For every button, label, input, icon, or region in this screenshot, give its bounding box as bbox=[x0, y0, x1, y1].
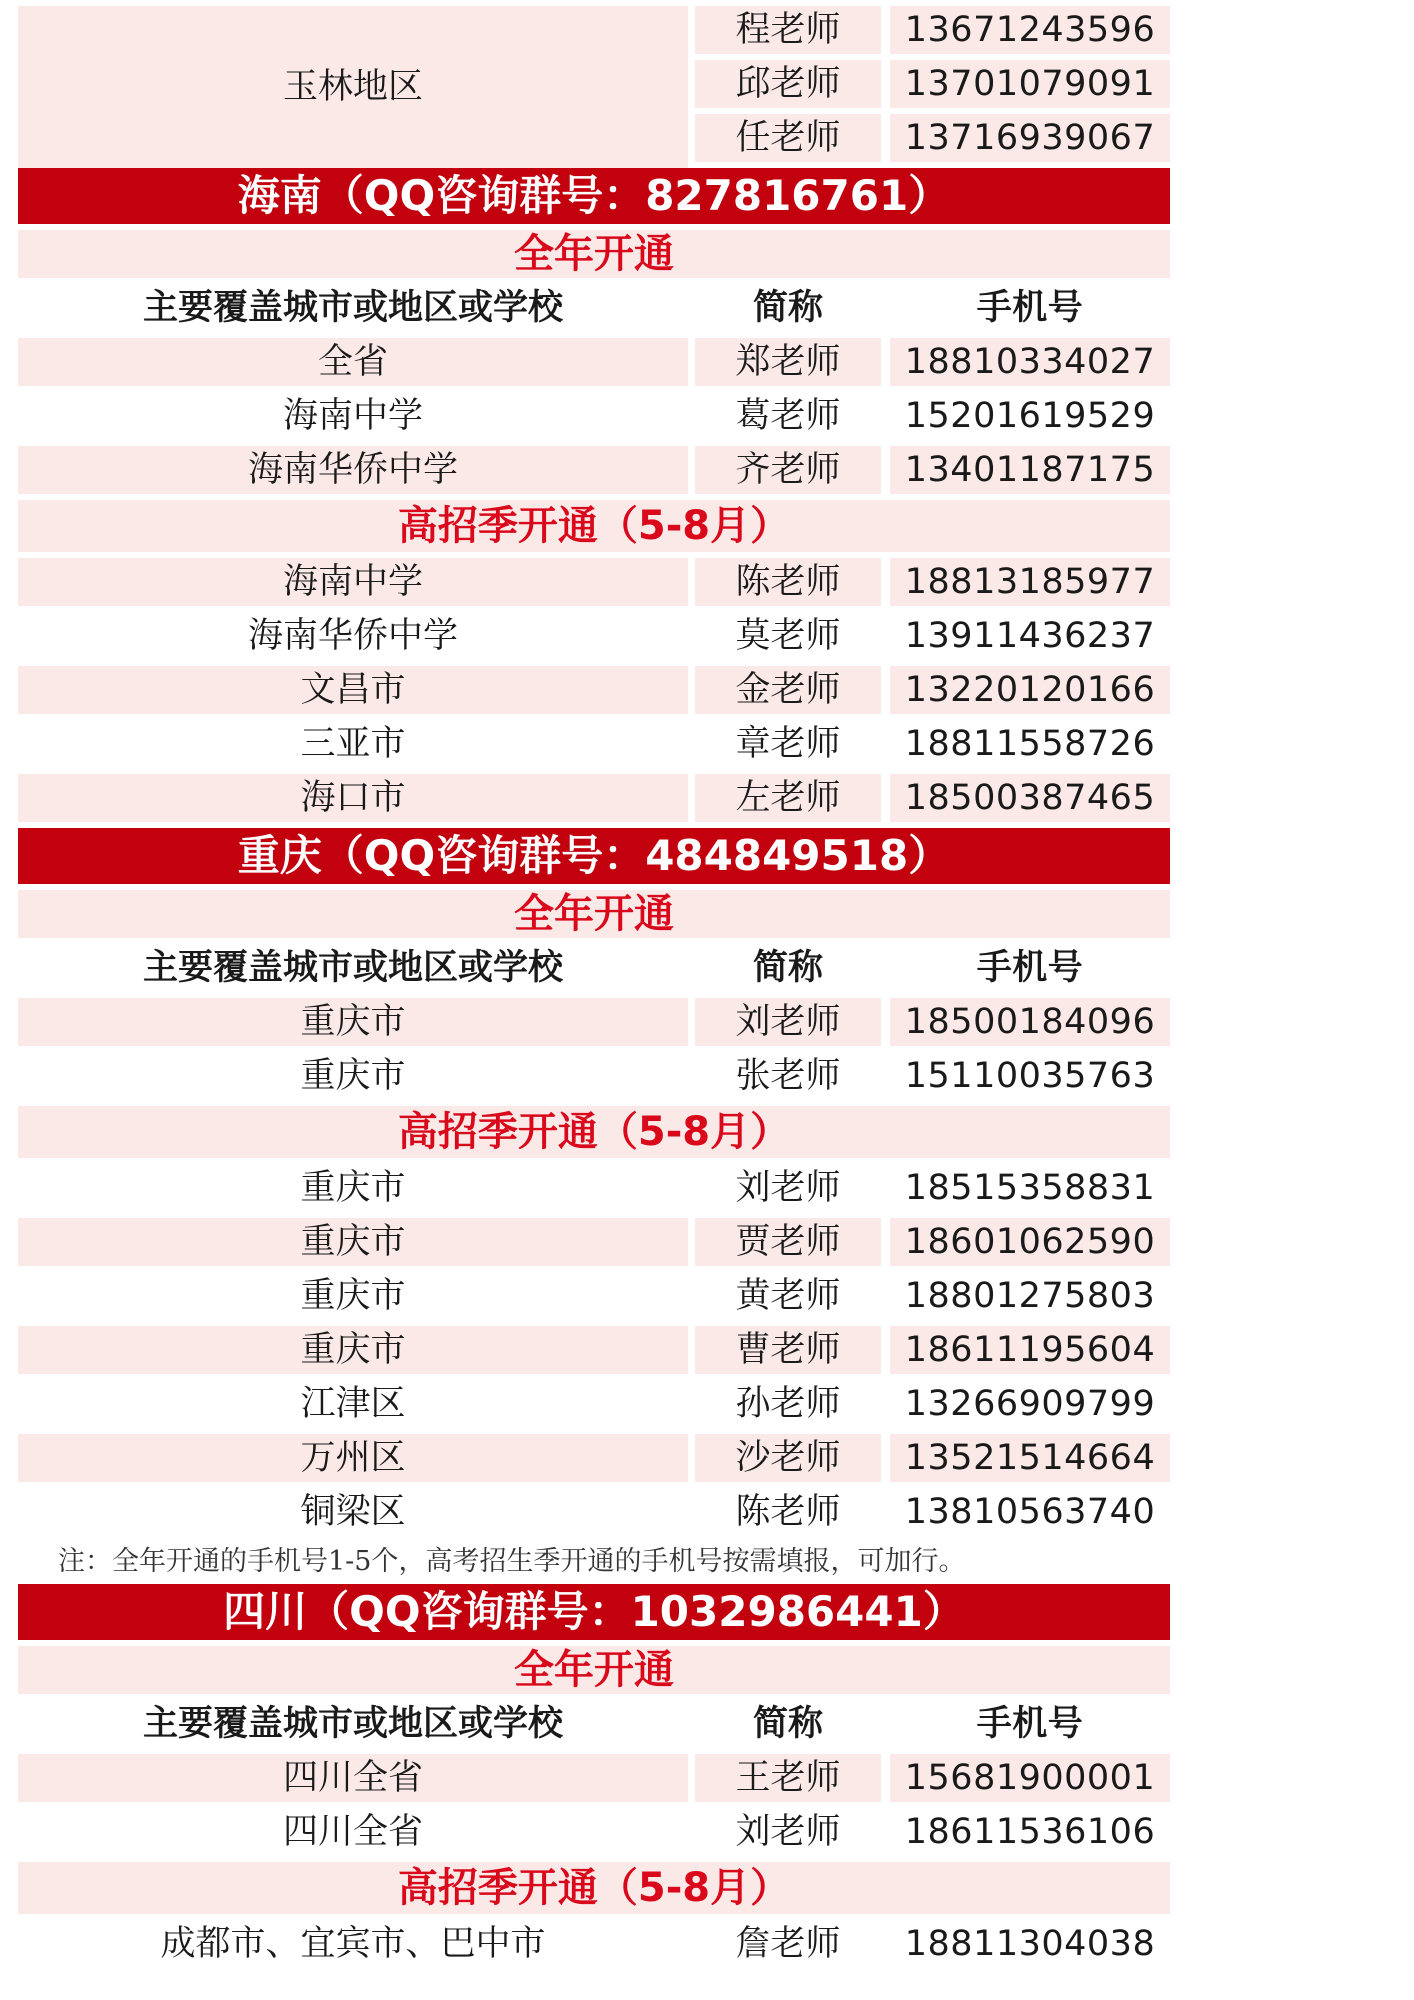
phone-number: 13401187175 bbox=[890, 446, 1170, 494]
table-header bbox=[18, 944, 1170, 998]
full-year-title: 全年开通 bbox=[18, 890, 1170, 938]
table-row bbox=[18, 1488, 1170, 1542]
area-cell: 海南华侨中学 bbox=[18, 446, 688, 494]
yulin-region-block bbox=[18, 6, 1170, 168]
teacher-name: 沙老师 bbox=[695, 1434, 881, 1482]
area-cell: 四川全省 bbox=[18, 1754, 688, 1802]
area-cell: 重庆市 bbox=[18, 998, 688, 1046]
region-cell: 玉林地区 bbox=[18, 6, 688, 168]
table-row bbox=[18, 446, 1170, 500]
teacher-name: 贾老师 bbox=[695, 1218, 881, 1266]
phone-number: 18515358831 bbox=[904, 1168, 1156, 1208]
contact-document bbox=[18, 6, 1170, 1974]
province-banner-sichuan: 四川（QQ咨询群号：1032986441） bbox=[18, 1584, 1170, 1640]
area-cell: 成都市、宜宾市、巴中市 bbox=[160, 1924, 546, 1964]
season-title: 高招季开通（5-8月） bbox=[18, 1106, 1170, 1158]
teacher-name: 任老师 bbox=[695, 114, 881, 162]
table-row bbox=[18, 1326, 1170, 1380]
area-cell: 重庆市 bbox=[300, 1276, 406, 1316]
teacher-name: 孙老师 bbox=[735, 1384, 841, 1424]
teacher-name: 张老师 bbox=[735, 1056, 841, 1096]
area-cell: 重庆市 bbox=[300, 1056, 406, 1096]
teacher-name: 郑老师 bbox=[695, 338, 881, 386]
teacher-name: 刘老师 bbox=[695, 998, 881, 1046]
header-short: 简称 bbox=[752, 288, 823, 328]
teacher-name: 刘老师 bbox=[735, 1168, 841, 1208]
area-cell: 铜梁区 bbox=[300, 1492, 406, 1532]
teacher-name: 莫老师 bbox=[735, 616, 841, 656]
teacher-name: 王老师 bbox=[695, 1754, 881, 1802]
phone-number: 13521514664 bbox=[890, 1434, 1170, 1482]
header-short: 简称 bbox=[752, 948, 823, 988]
teacher-name: 章老师 bbox=[735, 724, 841, 764]
season-title: 高招季开通（5-8月） bbox=[18, 500, 1170, 552]
phone-number: 18500184096 bbox=[890, 998, 1170, 1046]
table-row bbox=[18, 558, 1170, 612]
table-row bbox=[18, 612, 1170, 666]
area-cell: 文昌市 bbox=[18, 666, 688, 714]
table-row bbox=[18, 1808, 1170, 1862]
teacher-name: 金老师 bbox=[695, 666, 881, 714]
phone-number: 15681900001 bbox=[890, 1754, 1170, 1802]
table-row bbox=[18, 114, 1170, 162]
teacher-name: 刘老师 bbox=[735, 1812, 841, 1852]
table-row bbox=[18, 392, 1170, 446]
area-cell: 重庆市 bbox=[300, 1168, 406, 1208]
table-header bbox=[18, 284, 1170, 338]
full-year-title: 全年开通 bbox=[18, 230, 1170, 278]
teacher-name: 程老师 bbox=[695, 6, 881, 54]
phone-number: 18611195604 bbox=[890, 1326, 1170, 1374]
table-row bbox=[18, 720, 1170, 774]
teacher-name: 曹老师 bbox=[695, 1326, 881, 1374]
phone-number: 18500387465 bbox=[890, 774, 1170, 822]
phone-number: 18811304038 bbox=[904, 1924, 1156, 1964]
area-cell: 重庆市 bbox=[18, 1218, 688, 1266]
province-banner-hainan: 海南（QQ咨询群号：827816761） bbox=[18, 168, 1170, 224]
phone-number: 13716939067 bbox=[890, 114, 1170, 162]
phone-number: 13810563740 bbox=[904, 1492, 1156, 1532]
phone-number: 15110035763 bbox=[904, 1056, 1156, 1096]
area-cell: 三亚市 bbox=[300, 724, 406, 764]
phone-number: 18601062590 bbox=[890, 1218, 1170, 1266]
table-row bbox=[18, 774, 1170, 828]
phone-number: 13220120166 bbox=[890, 666, 1170, 714]
table-row bbox=[18, 338, 1170, 392]
header-phone: 手机号 bbox=[976, 288, 1084, 328]
header-area: 主要覆盖城市或地区或学校 bbox=[142, 1704, 563, 1744]
province-banner-chongqing: 重庆（QQ咨询群号：484849518） bbox=[18, 828, 1170, 884]
teacher-name: 陈老师 bbox=[695, 558, 881, 606]
phone-number: 15201619529 bbox=[904, 396, 1156, 436]
teacher-name: 陈老师 bbox=[735, 1492, 841, 1532]
teacher-name: 邱老师 bbox=[695, 60, 881, 108]
full-year-title: 全年开通 bbox=[18, 1646, 1170, 1694]
table-row bbox=[18, 1754, 1170, 1808]
header-phone: 手机号 bbox=[976, 1704, 1084, 1744]
area-cell: 全省 bbox=[18, 338, 688, 386]
header-area: 主要覆盖城市或地区或学校 bbox=[142, 288, 563, 328]
table-row bbox=[18, 998, 1170, 1052]
phone-number: 13266909799 bbox=[904, 1384, 1156, 1424]
area-cell: 重庆市 bbox=[18, 1326, 688, 1374]
table-row bbox=[18, 1218, 1170, 1272]
season-title: 高招季开通（5-8月） bbox=[18, 1862, 1170, 1914]
table-row bbox=[18, 6, 1170, 54]
area-cell: 海南中学 bbox=[18, 558, 688, 606]
area-cell: 海南华侨中学 bbox=[247, 616, 458, 656]
phone-number: 18810334027 bbox=[890, 338, 1170, 386]
phone-number: 18811558726 bbox=[904, 724, 1156, 764]
phone-number: 13911436237 bbox=[904, 616, 1156, 656]
footnote: 注：全年开通的手机号1-5个，高考招生季开通的手机号按需填报，可加行。 bbox=[58, 1546, 966, 1577]
phone-number: 18801275803 bbox=[904, 1276, 1156, 1316]
phone-number: 18611536106 bbox=[904, 1812, 1156, 1852]
table-row bbox=[18, 1052, 1170, 1106]
table-row bbox=[18, 1380, 1170, 1434]
area-cell: 四川全省 bbox=[282, 1812, 423, 1852]
table-row bbox=[18, 1272, 1170, 1326]
phone-number: 13701079091 bbox=[890, 60, 1170, 108]
area-cell: 海南中学 bbox=[282, 396, 423, 436]
phone-number: 18813185977 bbox=[890, 558, 1170, 606]
table-row bbox=[18, 1920, 1170, 1974]
phone-number: 13671243596 bbox=[890, 6, 1170, 54]
teacher-name: 葛老师 bbox=[735, 396, 841, 436]
teacher-name: 詹老师 bbox=[735, 1924, 841, 1964]
header-area: 主要覆盖城市或地区或学校 bbox=[142, 948, 563, 988]
header-phone: 手机号 bbox=[976, 948, 1084, 988]
table-row bbox=[18, 60, 1170, 108]
teacher-name: 黄老师 bbox=[735, 1276, 841, 1316]
teacher-name: 齐老师 bbox=[695, 446, 881, 494]
table-row bbox=[18, 1434, 1170, 1488]
area-cell: 万州区 bbox=[18, 1434, 688, 1482]
area-cell: 海口市 bbox=[18, 774, 688, 822]
header-short: 简称 bbox=[752, 1704, 823, 1744]
table-row bbox=[18, 666, 1170, 720]
table-header bbox=[18, 1700, 1170, 1754]
table-row bbox=[18, 1164, 1170, 1218]
teacher-name: 左老师 bbox=[695, 774, 881, 822]
area-cell: 江津区 bbox=[300, 1384, 406, 1424]
